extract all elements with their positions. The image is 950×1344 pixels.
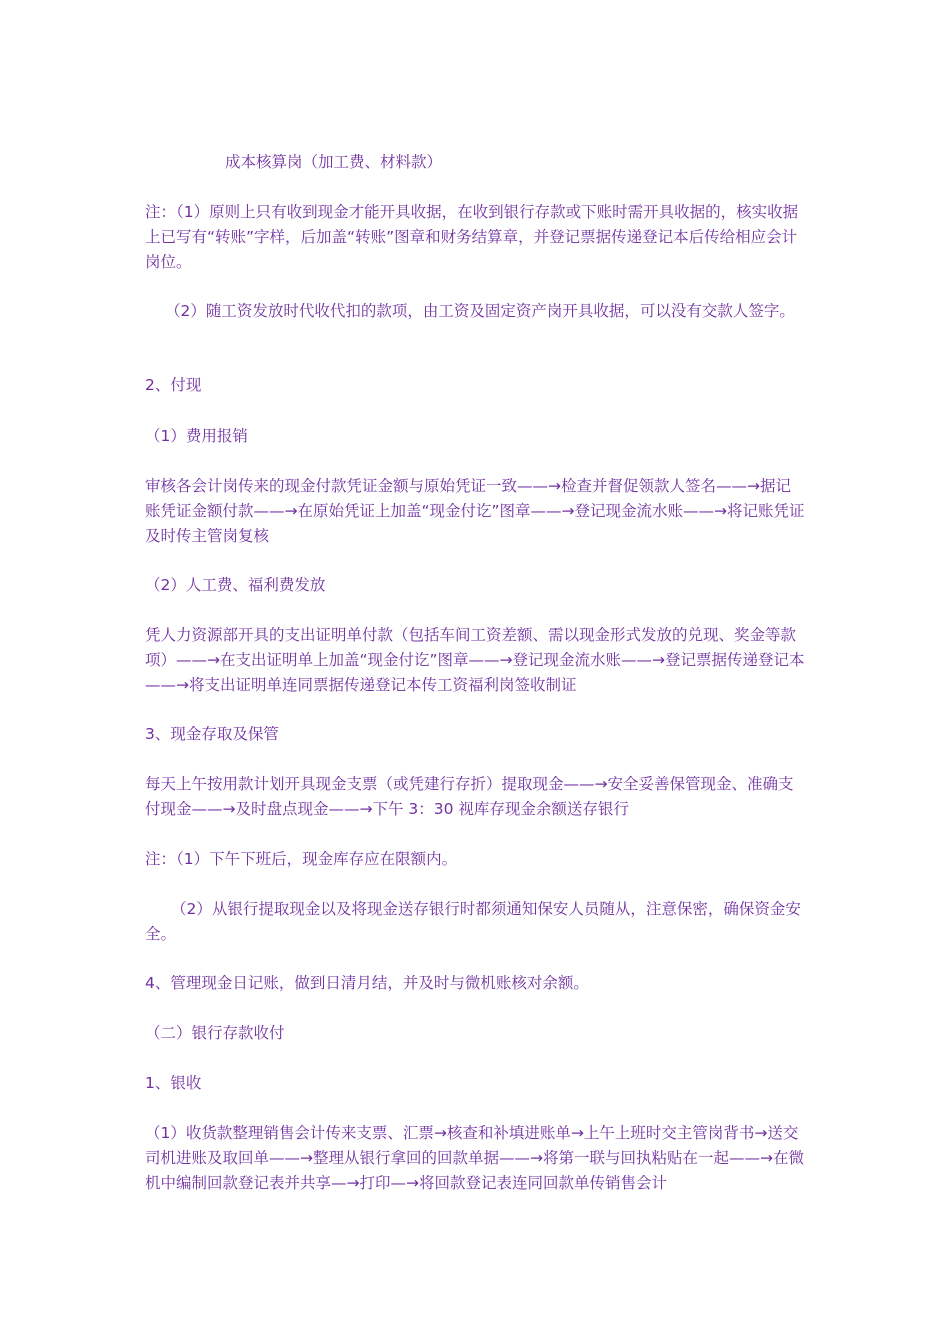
subsection-1-heading: 1、银收: [145, 1074, 202, 1092]
section-2-heading: 2、付现: [145, 376, 202, 394]
section-3-heading: 3、现金存取及保管: [145, 725, 279, 743]
part-2-heading: （二）银行存款收付: [145, 1024, 285, 1042]
section-2-2-heading: （2）人工费、福利费发放: [145, 576, 326, 594]
note-paragraph-1-item-2: （2）随工资发放时代收代扣的款项，由工资及固定资产岗开具收据，可以没有交款人签字。: [165, 302, 795, 320]
section-4-paragraph: 4、管理现金日记账，做到日清月结，并及时与微机账核对余额。: [145, 974, 589, 992]
section-heading: 成本核算岗（加工费、材料款）: [225, 153, 443, 171]
note-paragraph-2-item-2: （2）从银行提取现金以及将现金送存银行时都须通知保安人员随从，注意保密，确保资金安全。: [145, 900, 801, 943]
section-2-1-body: 审核各会计岗传来的现金付款凭证金额与原始凭证一致——→检查并督促领款人签名——→据记账凭证金额付款——→在原始凭证上加盖“现金付讫”图章——→登记现金流水账——→将记账凭证及时传主管岗复核: [145, 477, 805, 545]
subsection-1-body: （1）收货款整理销售会计传来支票、汇票→核查和补填进账单→上午上班时交主管岗背书→送交司机进账及取回单——→整理从银行拿回的回款单据——→将第一联与回执粘贴在一起——→在微机中编制回款登记表并共享—→打印—→将回款登记表连同回款单传销售会计: [145, 1124, 804, 1192]
section-2-1-heading: （1）费用报销: [145, 427, 248, 445]
note-paragraph-2: 注：（1）下午下班后，现金库存应在限额内。: [145, 850, 458, 868]
section-3-body: 每天上午按用款计划开具现金支票（或凭建行存折）提取现金——→安全妥善保管现金、准确支付现金——→及时盘点现金——→下午 3：30 视库存现金余额送存银行: [145, 775, 794, 818]
note-paragraph-1: 注：（1）原则上只有收到现金才能开具收据，在收到银行存款或下账时需开具收据的，核实收据上已写有“转账”字样，后加盖“转账”图章和财务结算章，并登记票据传递登记本后传给相应会计岗位。: [145, 203, 799, 271]
section-2-2-body: 凭人力资源部开具的支出证明单付款（包括车间工资差额、需以现金形式发放的兑现、奖金等款项）——→在支出证明单上加盖“现金付讫”图章——→登记现金流水账——→登记票据传递登记本——→将支出证明单连同票据传递登记本传工资福利岗签收制证: [145, 626, 805, 694]
